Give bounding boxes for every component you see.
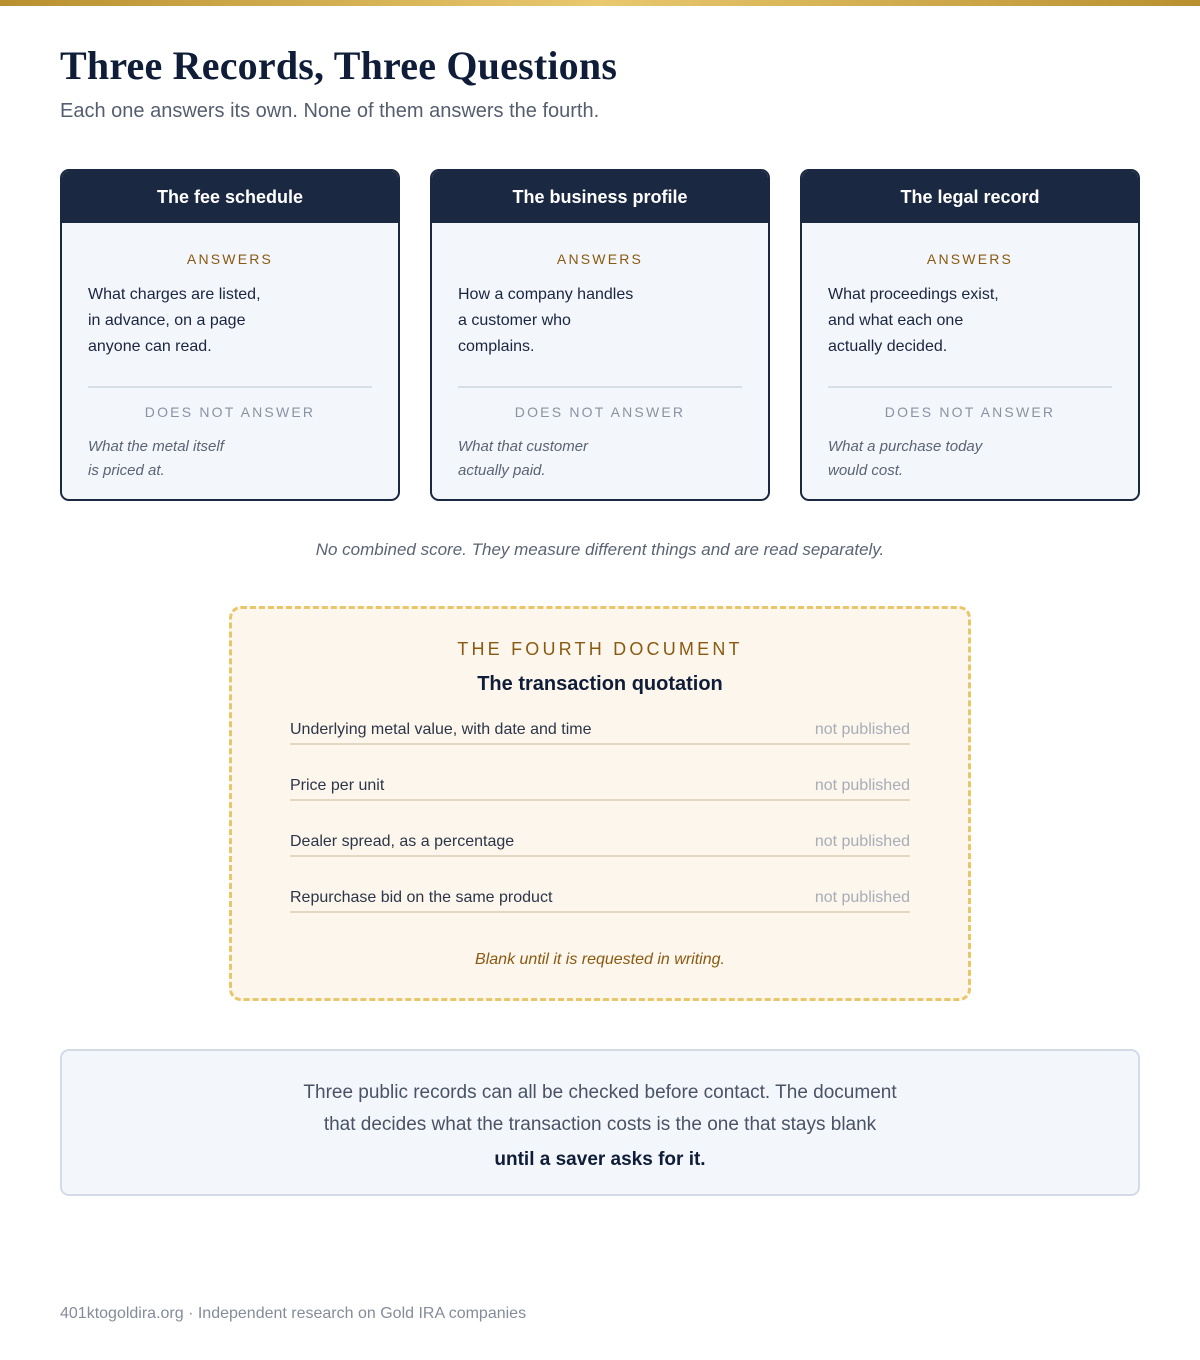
row-underline <box>290 799 910 801</box>
row-label: Dealer spread, as a percentage <box>290 833 515 850</box>
quotation-row <box>290 877 910 933</box>
row-status: not published <box>814 833 910 850</box>
does-not-answer-label: DOES NOT ANSWER <box>884 404 1056 420</box>
does-not-answer-label: DOES NOT ANSWER <box>514 404 686 420</box>
top-accent-bar <box>0 0 1200 6</box>
fourth-document-kicker: THE FOURTH DOCUMENT <box>457 639 743 659</box>
row-status: not published <box>814 721 910 738</box>
answers-text: What proceedings exist, and what each one actually decided. <box>828 286 999 355</box>
does-not-answer-text: What a purchase today would cost. <box>828 438 983 479</box>
answers-label: ANSWERS <box>556 251 644 267</box>
row-status: not published <box>814 889 910 906</box>
card-business-profile <box>430 169 770 501</box>
footer-credit: 401ktogoldira.org · Independent research on Gold IRA companies <box>60 1305 527 1322</box>
answers-text: How a company handles a customer who complains. <box>458 286 634 355</box>
row-underline <box>290 911 910 913</box>
summary-box <box>60 1049 1140 1196</box>
summary-emphasis: until a saver asks for it. <box>494 1149 706 1170</box>
card-title: The business profile <box>432 171 768 223</box>
row-label: Underlying metal value, with date and time <box>290 721 592 738</box>
does-not-answer-label: DOES NOT ANSWER <box>144 404 316 420</box>
fourth-document-title: The transaction quotation <box>477 673 723 695</box>
separator-note: No combined score. They measure different things and are read separately. <box>315 540 885 559</box>
card-title: The fee schedule <box>62 171 398 223</box>
answers-label: ANSWERS <box>186 251 274 267</box>
quotation-row <box>290 709 910 765</box>
row-label: Repurchase bid on the same product <box>290 889 553 906</box>
answers-text: What charges are listed, in advance, on a page anyone can read. <box>88 286 261 355</box>
card-divider <box>828 386 1112 388</box>
row-label: Price per unit <box>290 777 385 794</box>
card-legal-record <box>800 169 1140 501</box>
record-cards <box>60 169 1140 501</box>
page-subtitle: Each one answers its own. None of them answers the fourth. <box>60 100 600 122</box>
page-title: Three Records, Three Questions <box>60 43 618 88</box>
does-not-answer-text: What that customer actually paid. <box>458 438 589 479</box>
card-divider <box>88 386 372 388</box>
quotation-rows <box>290 709 910 933</box>
row-status: not published <box>814 777 910 794</box>
card-fee-schedule <box>60 169 400 501</box>
card-divider <box>458 386 742 388</box>
quotation-row <box>290 765 910 821</box>
card-title: The legal record <box>802 171 1138 223</box>
summary-text: Three public records can all be checked before contact. The document that decides what the transaction costs is the one that stays blank <box>303 1082 897 1135</box>
fourth-document-footnote: Blank until it is requested in writing. <box>475 951 725 968</box>
answers-label: ANSWERS <box>926 251 1014 267</box>
row-underline <box>290 743 910 745</box>
row-underline <box>290 855 910 857</box>
fourth-document-box <box>229 606 971 1001</box>
does-not-answer-text: What the metal itself is priced at. <box>88 438 224 479</box>
quotation-row <box>290 821 910 877</box>
